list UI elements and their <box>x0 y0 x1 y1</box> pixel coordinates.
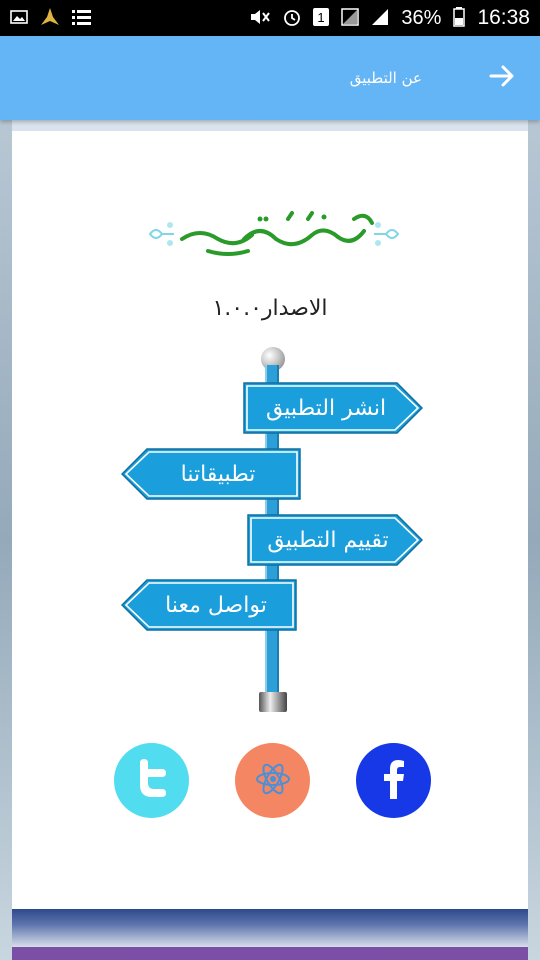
battery-icon <box>453 7 465 30</box>
bottom-decor-band <box>12 947 528 960</box>
our-apps-label: تطبيقاتنا <box>180 461 256 487</box>
background-right-edge <box>528 120 540 960</box>
contact-us-button[interactable] <box>121 579 297 631</box>
contact-us-label: تواصل معنا <box>165 592 267 618</box>
signpost-base <box>259 692 287 712</box>
alarm-icon <box>283 8 301 29</box>
status-bar <box>0 0 540 36</box>
battery-percent: 36% <box>401 6 442 29</box>
app-version: الاصدار١.٠.٠ <box>212 296 328 321</box>
twitter-button[interactable] <box>114 743 189 818</box>
page-title: عن التطبيق <box>349 69 422 87</box>
share-app-label: انشر التطبيق <box>265 395 387 421</box>
gallery-notification-icon <box>10 9 28 28</box>
arrow-right-icon <box>488 62 516 94</box>
atom-icon <box>253 759 293 803</box>
rate-app-button[interactable] <box>247 514 423 566</box>
rate-app-label: تقييم التطبيق <box>267 527 389 553</box>
back-button[interactable] <box>484 60 520 96</box>
signal-icon-2 <box>371 8 389 29</box>
app-bar <box>0 36 540 120</box>
sim-icon <box>313 8 329 29</box>
app-logo <box>148 205 400 263</box>
status-bar-left <box>10 7 92 30</box>
mute-icon <box>249 8 271 29</box>
status-bar-right <box>249 6 530 30</box>
twitter-icon <box>130 757 174 805</box>
bottom-decor-strip <box>12 909 528 947</box>
facebook-button[interactable] <box>356 743 431 818</box>
list-notification-icon <box>72 8 92 29</box>
our-apps-button[interactable] <box>121 448 301 500</box>
share-app-button[interactable] <box>243 382 423 434</box>
clock: 16:38 <box>477 6 530 29</box>
signal-icon-1 <box>341 8 359 29</box>
facebook-icon <box>379 759 409 803</box>
svg-text:1: 1 <box>317 9 326 25</box>
background-left-edge <box>0 120 12 960</box>
mosque-notification-icon <box>40 7 60 30</box>
atom-app-button[interactable] <box>235 743 310 818</box>
